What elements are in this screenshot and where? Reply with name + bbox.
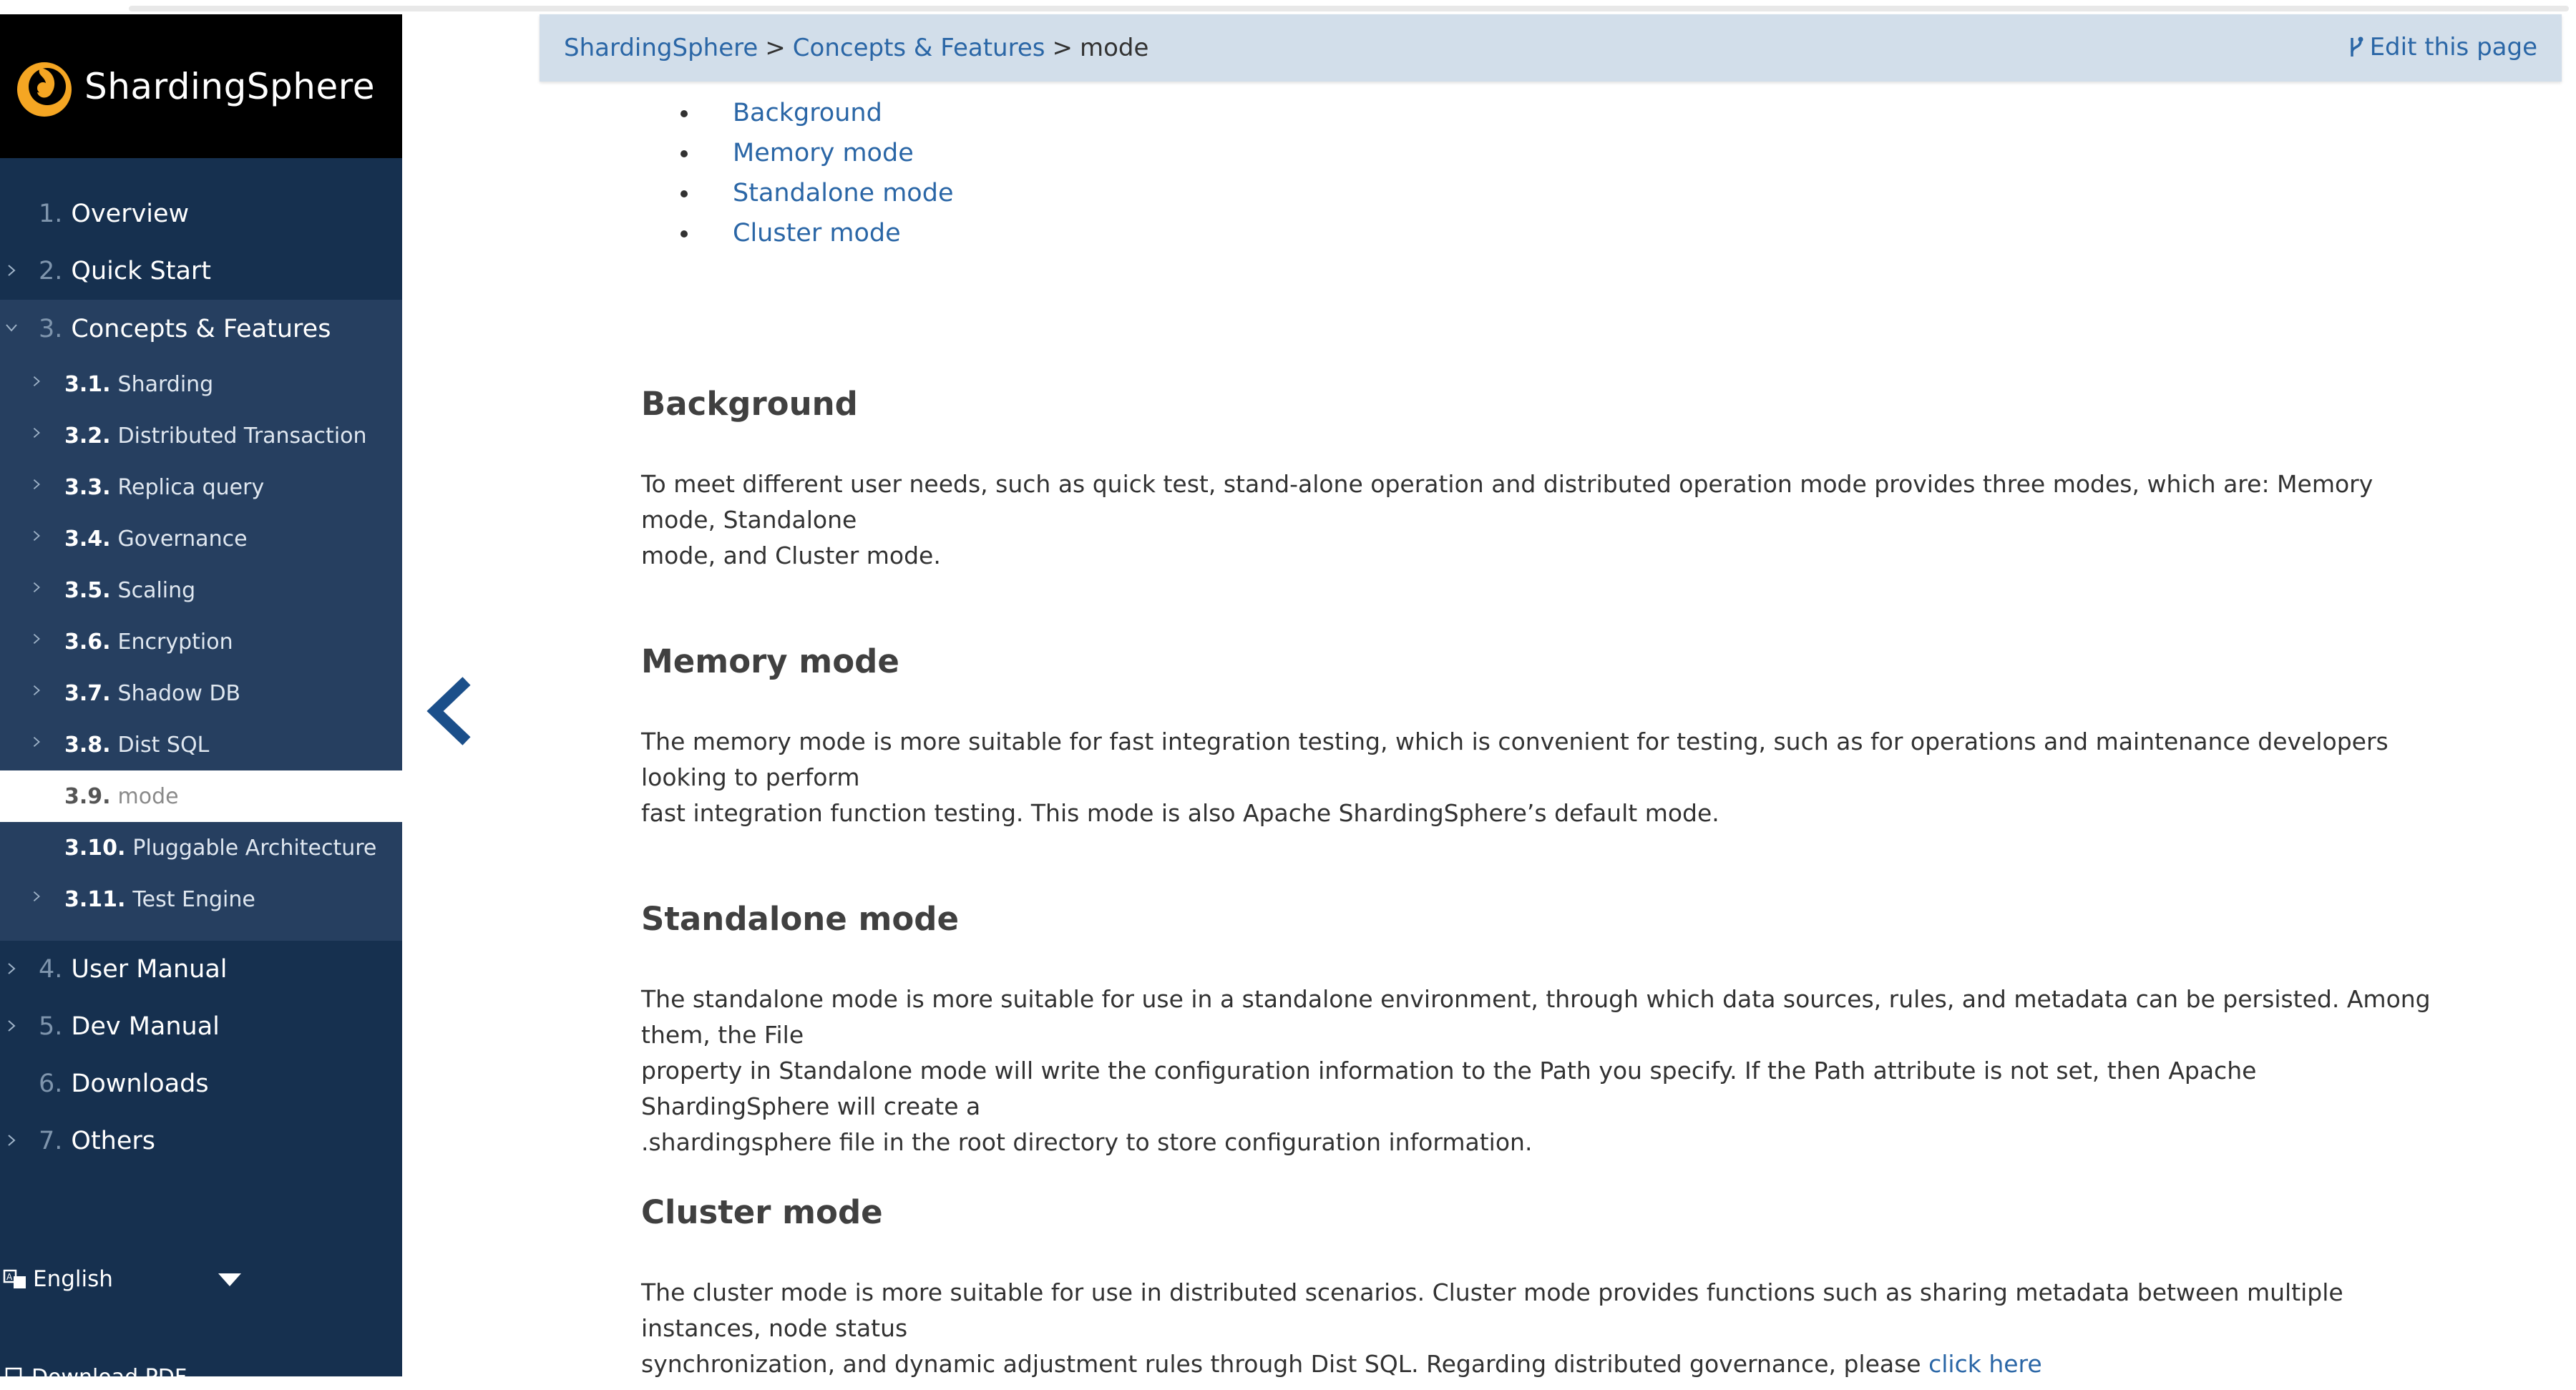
- sidebar-item-number: 4.: [39, 955, 63, 984]
- svg-text:A: A: [6, 1272, 13, 1282]
- chevron-down-icon[interactable]: [4, 313, 19, 327]
- sidebar-item[interactable]: [0, 1112, 402, 1170]
- breadcrumb-separator: >: [765, 34, 786, 62]
- section-paragraph: [641, 724, 2444, 831]
- language-select[interactable]: [0, 1252, 402, 1306]
- bullet: [680, 110, 688, 117]
- sidebar-subitem[interactable]: [0, 564, 402, 616]
- sidebar-item-number: 1.: [39, 200, 63, 228]
- section-paragraph: [641, 466, 2444, 574]
- breadcrumb-separator: >: [1052, 34, 1073, 62]
- sidebar-subitem-number: 3.10.: [64, 835, 126, 861]
- toc-link[interactable]: Standalone mode: [733, 179, 954, 207]
- paragraph-line: The standalone mode is more suitable for use in a standalone environment, through which data sources, rules, and metadata can be persisted. Among them, the File: [641, 985, 2431, 1049]
- sidebar-subitem-number: 3.9.: [64, 783, 111, 809]
- sidebar-item-label: Others: [71, 1127, 156, 1155]
- sidebar-item[interactable]: [0, 185, 402, 243]
- toc-item: [641, 93, 953, 133]
- paragraph-line: .shardingsphere file in the root directory to store configuration information.: [641, 1128, 1533, 1156]
- paragraph-line: The cluster mode is more suitable for use in distributed scenarios. Cluster mode provides functions such as sharing metadata between multiple instances, node status: [641, 1278, 2343, 1342]
- table-of-contents: [641, 93, 953, 253]
- sharding-logo-icon: [11, 54, 77, 119]
- chevron-right-icon[interactable]: [4, 255, 19, 270]
- paragraph-line: property in Standalone mode will write the configuration information to the Path you specify. If the Path attribute is not set, then Apache ShardingSphere will create a: [641, 1057, 2257, 1120]
- section-heading: Standalone mode: [641, 900, 960, 938]
- sidebar-item-number: 7.: [39, 1127, 63, 1155]
- sidebar-subitem-number: 3.5.: [64, 577, 111, 603]
- chevron-right-icon[interactable]: [30, 523, 43, 536]
- click-here-link[interactable]: click here: [1928, 1350, 2042, 1378]
- sidebar-subitem[interactable]: [0, 667, 402, 719]
- sidebar-subitem-number: 3.8.: [64, 732, 111, 758]
- sidebar-subitem-label: Replica query: [117, 474, 265, 500]
- sidebar: [0, 14, 402, 1390]
- chevron-right-icon[interactable]: [30, 729, 43, 742]
- paragraph-line: fast integration function testing. This mode is also Apache ShardingSphere’s default mode.: [641, 799, 1719, 827]
- edit-page-label: Edit this page: [2369, 33, 2537, 62]
- pdf-icon: [3, 1366, 26, 1389]
- chevron-down-icon: [218, 1273, 241, 1286]
- logo[interactable]: [0, 14, 402, 158]
- chevron-right-icon[interactable]: [30, 471, 43, 484]
- sidebar-item-number: 6.: [39, 1070, 63, 1098]
- sidebar-subitem[interactable]: [0, 719, 402, 770]
- toc-item: [641, 173, 953, 213]
- download-pdf-link[interactable]: [0, 1365, 187, 1390]
- sidebar-item-label: Downloads: [71, 1070, 209, 1098]
- bullet: [680, 150, 688, 157]
- sidebar-subitem-label: Distributed Transaction: [117, 423, 367, 449]
- sidebar-subitem-number: 3.2.: [64, 423, 111, 449]
- chevron-right-icon[interactable]: [4, 1011, 19, 1025]
- sidebar-item[interactable]: [0, 300, 402, 358]
- sidebar-item-label: Quick Start: [71, 257, 211, 285]
- breadcrumb-parent-link[interactable]: Concepts & Features: [792, 34, 1045, 62]
- sidebar-item-label: Dev Manual: [71, 1012, 220, 1041]
- sidebar-subitem[interactable]: [0, 461, 402, 513]
- sidebar-item-number: 2.: [39, 257, 63, 285]
- toc-link[interactable]: Memory mode: [733, 139, 914, 167]
- paragraph-line: To meet different user needs, such as quick test, stand-alone operation and distributed operation mode provides three modes, which are: Memory mode, Standalone: [641, 470, 2373, 534]
- sidebar-subitem-number: 3.11.: [64, 886, 126, 912]
- sidebar-subitem-number: 3.6.: [64, 629, 111, 655]
- sidebar-expanded-group: [0, 300, 402, 941]
- section-heading: Background: [641, 385, 858, 423]
- sidebar-subitem-label: Sharding: [117, 371, 214, 397]
- sidebar-subitem-label: Governance: [117, 526, 248, 552]
- sidebar-subitem-number: 3.7.: [64, 680, 111, 706]
- sidebar-subitem-label: Dist SQL: [117, 732, 210, 758]
- sidebar-item[interactable]: [0, 243, 402, 300]
- sidebar-subitem[interactable]: [0, 873, 402, 925]
- paragraph-line: mode, and Cluster mode.: [641, 542, 941, 569]
- chevron-right-icon[interactable]: [4, 954, 19, 968]
- sidebar-subitem-number: 3.1.: [64, 371, 111, 397]
- sidebar-subitem[interactable]: [0, 358, 402, 410]
- sidebar-subitem[interactable]: [0, 513, 402, 564]
- chevron-right-icon[interactable]: [30, 574, 43, 587]
- section-heading: Memory mode: [641, 642, 899, 680]
- breadcrumb-current: mode: [1079, 34, 1149, 62]
- logo-text: ShardingSphere: [84, 65, 375, 107]
- section-paragraph: [641, 982, 2444, 1160]
- sidebar-nav: [0, 158, 402, 1170]
- prev-page-chevron-icon[interactable]: [425, 675, 475, 747]
- sidebar-subitem-label: Encryption: [117, 629, 233, 655]
- edit-page-link[interactable]: [2347, 33, 2537, 62]
- toc-item: [641, 133, 953, 173]
- sidebar-subitem-number: 3.4.: [64, 526, 111, 552]
- chevron-right-icon[interactable]: [30, 626, 43, 639]
- chevron-right-icon[interactable]: [30, 677, 43, 690]
- bullet: [680, 190, 688, 197]
- top-scroll-strip: [0, 0, 2576, 14]
- horizontal-scrollbar[interactable]: [129, 6, 2569, 11]
- language-icon: [3, 1267, 27, 1291]
- sidebar-item[interactable]: [0, 998, 402, 1055]
- sidebar-subitem[interactable]: [0, 770, 402, 822]
- sidebar-item-label: Concepts & Features: [71, 315, 331, 343]
- toc-link[interactable]: Cluster mode: [733, 219, 901, 248]
- paragraph-line: synchronization, and dynamic adjustment rules through Dist SQL. Regarding distributed governance, please: [641, 1350, 1929, 1378]
- chevron-right-icon[interactable]: [30, 420, 43, 433]
- git-branch-icon: [2347, 35, 2366, 59]
- toc-item: [641, 213, 953, 253]
- sidebar-subitem[interactable]: [0, 822, 402, 873]
- breadcrumb: [540, 14, 2562, 82]
- sidebar-item-label: Overview: [71, 200, 190, 228]
- section-paragraph: [641, 1275, 2444, 1382]
- sidebar-subitem-label: Test Engine: [132, 886, 255, 912]
- section-heading: Cluster mode: [641, 1193, 883, 1231]
- download-pdf-label: Download PDF: [31, 1365, 187, 1390]
- bullet: [680, 230, 688, 238]
- sidebar-subitem-label: Shadow DB: [117, 680, 241, 706]
- sidebar-item[interactable]: [0, 1055, 402, 1112]
- toc-link[interactable]: Background: [733, 99, 882, 127]
- paragraph-line: The memory mode is more suitable for fast integration testing, which is convenient for testing, such as for operations and maintenance developers looking to perform: [641, 728, 2389, 791]
- sidebar-item[interactable]: [0, 941, 402, 998]
- sidebar-item-label: User Manual: [71, 955, 228, 984]
- chevron-right-icon[interactable]: [30, 368, 43, 381]
- chevron-right-icon[interactable]: [4, 1125, 19, 1140]
- chevron-right-icon[interactable]: [30, 884, 43, 896]
- sidebar-item-number: 5.: [39, 1012, 63, 1041]
- sidebar-subitem-label: Scaling: [117, 577, 196, 603]
- sidebar-subitem-number: 3.3.: [64, 474, 111, 500]
- language-label: English: [33, 1266, 113, 1292]
- breadcrumb-root-link[interactable]: ShardingSphere: [564, 34, 758, 62]
- sidebar-subitem[interactable]: [0, 410, 402, 461]
- sidebar-subitem-label: mode: [117, 783, 179, 809]
- sidebar-item-number: 3.: [39, 315, 63, 343]
- sidebar-subitem[interactable]: [0, 616, 402, 667]
- sidebar-subitem-label: Pluggable Architecture: [132, 835, 377, 861]
